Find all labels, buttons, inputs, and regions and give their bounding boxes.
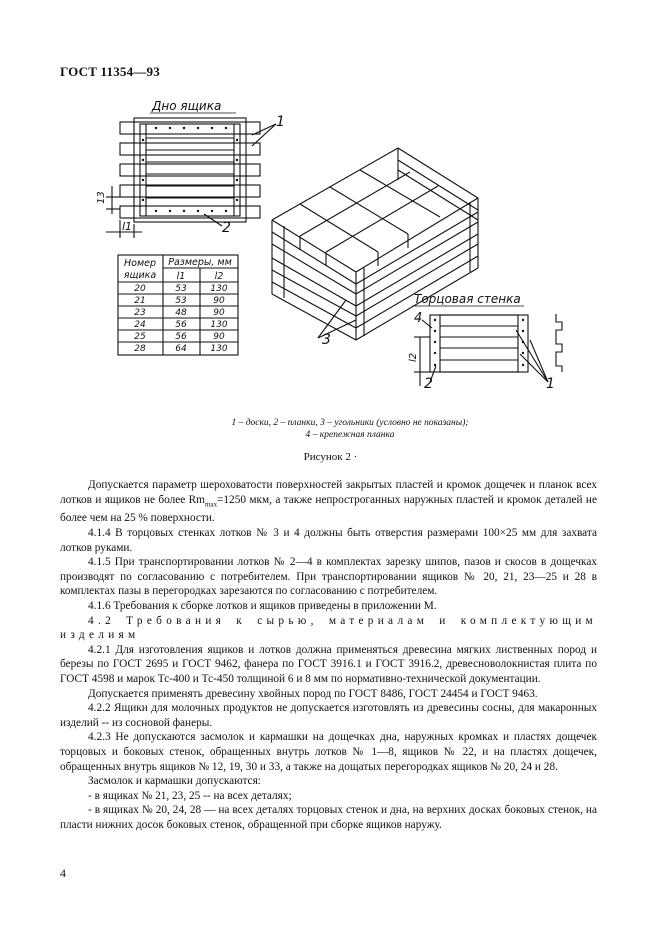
- table-cell: 20: [134, 284, 146, 294]
- dim-13: 13: [96, 191, 107, 204]
- table-cell: 90: [213, 308, 225, 318]
- document-header: ГОСТ 11354—93: [60, 64, 160, 79]
- bottom-label: Дно ящика: [152, 99, 222, 113]
- figure-2: [0, 0, 661, 440]
- table-cell: 56: [175, 332, 187, 342]
- list-item: - в ящиках № 21, 23, 25 -- на всех деталях;: [88, 789, 292, 802]
- table-cell: 48: [175, 308, 187, 318]
- legend-line-2: 4 – крепежная планка: [305, 430, 395, 440]
- paragraph: 4.1.6 Требования к сборке лотков и ящиков приведены в приложении М.: [88, 600, 437, 612]
- callout-2: 2: [222, 220, 231, 236]
- dim-l2: l2: [408, 352, 419, 362]
- table-cell: 21: [134, 296, 146, 306]
- body-text: [60, 478, 597, 833]
- callout-2-end: 2: [424, 376, 433, 392]
- table-cell: 90: [213, 332, 225, 342]
- table-cell: 90: [213, 296, 225, 306]
- paragraph: 4.1.4 В торцовых стенках лотков № 3 и 4 должны быть отверстия размерами 100×25 мм для захвата лотков руками.: [60, 527, 597, 554]
- paragraph: 4.2.1 Для изготовления ящиков и лотков должна применяться древесина мягких лиственных пород и березы по ГОСТ 2695 и ГОСТ 9462, фанера по ГОСТ 3916.1 и ГОСТ 3916.2, древесноволокнистая плита по ГОСТ 4598 и марок Тс-400 и Тс-450 толщиной 6 и 8 мм по нормативно-технической документации.: [60, 643, 597, 685]
- table-cell: 56: [175, 320, 187, 330]
- nail-dots: [142, 127, 238, 212]
- section-heading: 4.2 Требования к сырью, материалам и комплектующим изделиям: [60, 614, 597, 642]
- end-wall-drawing: [414, 314, 562, 386]
- table-cell: 28: [134, 344, 146, 354]
- paragraph: Допускается применять древесину хвойных пород по ГОСТ 8486, ГОСТ 24454 и ГОСТ 9463.: [88, 687, 538, 700]
- callout-3: 3: [322, 332, 331, 348]
- paragraph: 4.2.2 Ящики для молочных продуктов не допускается изготовлять из древесины сосны, для макаронных изделий -- из сосновой фанеры.: [60, 702, 597, 729]
- paragraph: 4.1.5 При транспортировании лотков № 2—4 в комплектах зарезку шипов, пазов и скосов в дощечках производят по согласованию с потребителем. При транспортировании ящиков № 20, 21, 23—25 и 28 в комплектах пазы в перегородках зарезаются по согласованию с потребителем.: [60, 556, 597, 598]
- table-header-number-l1: Номер: [124, 258, 156, 269]
- table-header-size: Размеры, мм: [168, 257, 232, 268]
- figure-legend: [150, 417, 550, 441]
- legend-line-1: 1 – доски, 2 – планки, 3 – угольники (условно не показаны);: [231, 418, 469, 428]
- end-wall-label: Торцовая стенка: [414, 292, 521, 306]
- callout-1-end: 1: [546, 376, 555, 392]
- table-header-number-l2: ящика: [123, 270, 157, 281]
- table-cell: 24: [134, 320, 146, 330]
- table-cell: 53: [175, 296, 187, 306]
- paragraph: Допускается параметр шероховатости поверхностей закрытых пластей и кромок дощечек и планок всех лотков и ящиков не более $Rm_{max}=1250$ мкм, а также непрострoганных наружных пластей и кромок деталей не более чем на 25 % поверхности.: [60, 479, 597, 525]
- paragraph: Засмолок и кармашки допускаются:: [88, 775, 261, 788]
- callout-1: 1: [276, 114, 285, 130]
- page-number: 4: [60, 866, 66, 880]
- table-subheader-l2: l2: [214, 271, 224, 282]
- box-isometric-drawing: [272, 148, 478, 340]
- table-cell: 23: [134, 308, 146, 318]
- figure-caption: Рисунок 2 ·: [303, 451, 358, 463]
- list-item: - в ящиках № 20, 24, 28 — на всех деталях торцовых стенок и дна, на верхних досках боковых стенок, на пласти нижних досок боковых стенок, обращенной при сборке ящиков наружу.: [60, 804, 597, 831]
- table-cell: 25: [134, 332, 146, 342]
- table-cell: 130: [210, 344, 228, 354]
- table-subheader-l1: l1: [176, 271, 186, 282]
- table-cell: 130: [210, 320, 228, 330]
- dim-l1: l1: [122, 220, 133, 233]
- table-cell: 64: [175, 344, 187, 354]
- callout-4: 4: [414, 311, 423, 326]
- table-cell: 130: [210, 284, 228, 294]
- table-cell: 53: [175, 284, 187, 294]
- paragraph: 4.2.3 Не допускаются засмолок и кармашки на дощечках дна, наружных кромках и пластях дощечек торцовых и боковых стенок, обращенных внутрь лотков № 1—8, ящиков № 22, и на пластях дощечек, обращенных внутрь ящиков № 12, 19, 30 и 33, а также на дощатых перегородках ящиков № 20, 24 и 28.: [60, 731, 597, 773]
